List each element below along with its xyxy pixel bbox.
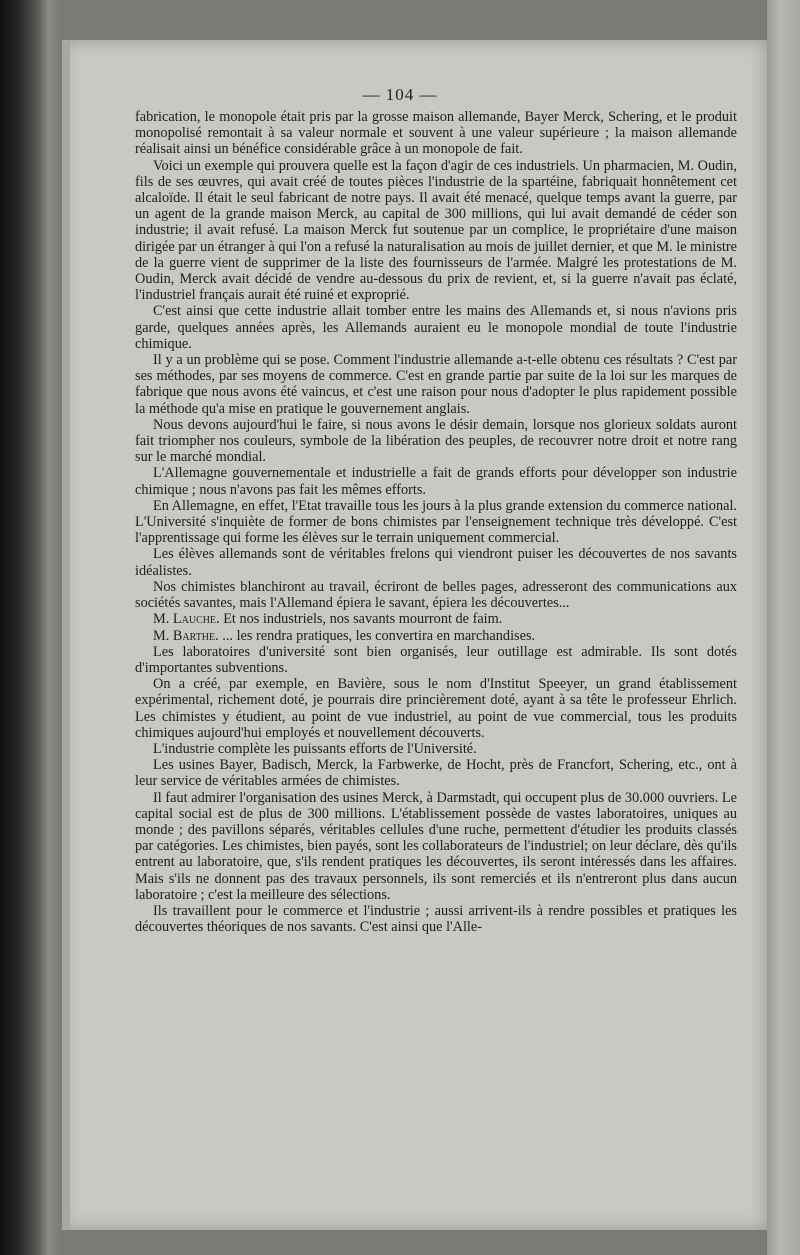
- paragraph: L'Allemagne gouvernementale et industrielle a fait de grands efforts pour développer son industrie chimique ; nous n'avons pas fait les mêmes efforts.: [135, 465, 737, 498]
- paragraph: Ils travaillent pour le commerce et l'industrie ; aussi arrivent-ils à rendre possibles et pratiques les découvertes théoriques de nos savants. C'est ainsi que l'Alle-: [135, 902, 737, 936]
- paragraph: Les élèves allemands sont de véritables frelons qui viendront puiser les découvertes de nos savants idéalistes.: [135, 546, 737, 579]
- paragraph: On a créé, par exemple, en Bavière, sous le nom d'Institut Speeyer, un grand établissement expérimental, richement doté, je pourrais dire princièrement doté, ayant à sa tête le professeur Ehrlich. Les chimistes y étudient, au point de vue industriel, au point de vue commercial, tous les produits chimiques aujourd'hui employés et nouvellement découverts.: [135, 676, 737, 741]
- interjection-text: ... les rendra pratiques, les convertira en marchandises.: [218, 627, 536, 644]
- paragraph: Nos chimistes blanchiront au travail, écriront de belles pages, adresseront des communications aux sociétés savantes, mais l'Allemand épiera le savant, épiera les découvertes...: [135, 578, 737, 612]
- page-body: [135, 109, 737, 935]
- paragraph: Nous devons aujourd'hui le faire, si nous avons le désir demain, lorsque nos glorieux soldats auront fait triompher nos couleurs, symbole de la libération des peuples, de recouvrer notre droit et notre rang sur le marché mondial.: [135, 416, 737, 466]
- paragraph: fabrication, le monopole était pris par la grosse maison allemande, Bayer Merck, Schering, et le produit monopolisé remontait à sa valeur normale et souvent à une valeur supérieure ; la maison allemande réalisait ainsi un bénéfice considérable grâce à un monopole de fait.: [135, 109, 737, 158]
- paragraph: Il y a un problème qui se pose. Comment l'industrie allemande a-t-elle obtenu ces résultats ? C'est par ses méthodes, par ses moyens de commerce. C'est en grande partie par suite de la loi sur les marques de fabrique que nous avons été vaincus, et c'est une raison pour nous d'adopter le plus rapidement possible la méthode qu'a mise en pratique le gouvernement anglais.: [135, 352, 737, 417]
- paragraph: Il faut admirer l'organisation des usines Merck, à Darmstadt, qui occupent plus de 30.000 ouvriers. Le capital social est de plus de 300 millions. L'établissement possède de vastes laboratoires, uniques au monde ; des pavillons séparés, véritables cellules d'une ruche, permettent d'étudier les produits classés par catégories. Les chimistes, bien payés, sont les collaborateurs de l'industriel; on leur déclare, dès qu'ils entrent au laboratoire, que, s'ils rendent pratiques les découvertes, ils seront intéressés dans les affaires. Mais s'ils ne donnent pas des travaux personnels, ils sont remerciés et ils n'entreront plus dans aucun laboratoire ; c'est la meilleure des sélections.: [135, 789, 737, 903]
- paragraph: Voici un exemple qui prouvera quelle est la façon d'agir de ces industriels. Un pharmacien, M. Oudin, fils de ses œuvres, qui avait créé de toutes pièces l'industrie de la spartéine, fabriquait honnêtement cet alcaloïde. Il était le seul fabricant de notre pays. Il avait été menacé, quelque temps avant la guerre, par un agent de la grande maison Merck, au capital de 300 millions, qui lui avait demandé de céder son industrie; il avait refusé. La maison Merck fut soutenue par un complice, le propriétaire d'une maison dirigée par un étranger à qui l'on a refusé la naturalisation au mois de juillet dernier, et que M. le ministre de la guerre vient de supprimer de la liste des fournisseurs de l'armée. Malgré les protestations de M. Oudin, Merck avait décidé de vendre au-dessous du prix de revient, et, si la guerre n'avait pas éclaté, l'industriel français aurait été ruiné et exproprié.: [135, 157, 737, 304]
- page-stack-edge: [767, 0, 800, 1255]
- page-gutter-edge: [62, 40, 70, 1230]
- interjection: [135, 628, 737, 644]
- paragraph: L'industrie complète les puissants efforts de l'Université.: [153, 740, 477, 757]
- paragraph: En Allemagne, en effet, l'Etat travaille tous les jours à la plus grande extension du commerce national. L'Université s'inquiète de former de bons chimistes par l'enseignement technique très développé. C'est l'apprentissage qui forme les élèves sur le terrain uniquement commercial.: [135, 497, 737, 547]
- interjection: [135, 611, 737, 627]
- paragraph: C'est ainsi que cette industrie allait tomber entre les mains des Allemands et, si nous n'avions pris garde, quelques années après, les Allemands auraient eu le monopole mondial de toute l'industrie chimique.: [135, 303, 737, 352]
- paragraph: Les usines Bayer, Badisch, Merck, la Farbwerke, de Hocht, près de Francfort, Schering, etc., ont à leur service de véritables armées de chimistes.: [135, 757, 737, 790]
- paragraph: Les laboratoires d'université sont bien organisés, leur outillage est admirable. Ils sont dotés d'importantes subventions.: [135, 643, 737, 676]
- page-number: — 104 —: [362, 85, 438, 104]
- speaker-name: M. Lauche.: [153, 611, 220, 628]
- interjection-text: Et nos industriels, nos savants mourront de faim.: [219, 611, 503, 628]
- speaker-name: M. Barthe.: [153, 627, 219, 644]
